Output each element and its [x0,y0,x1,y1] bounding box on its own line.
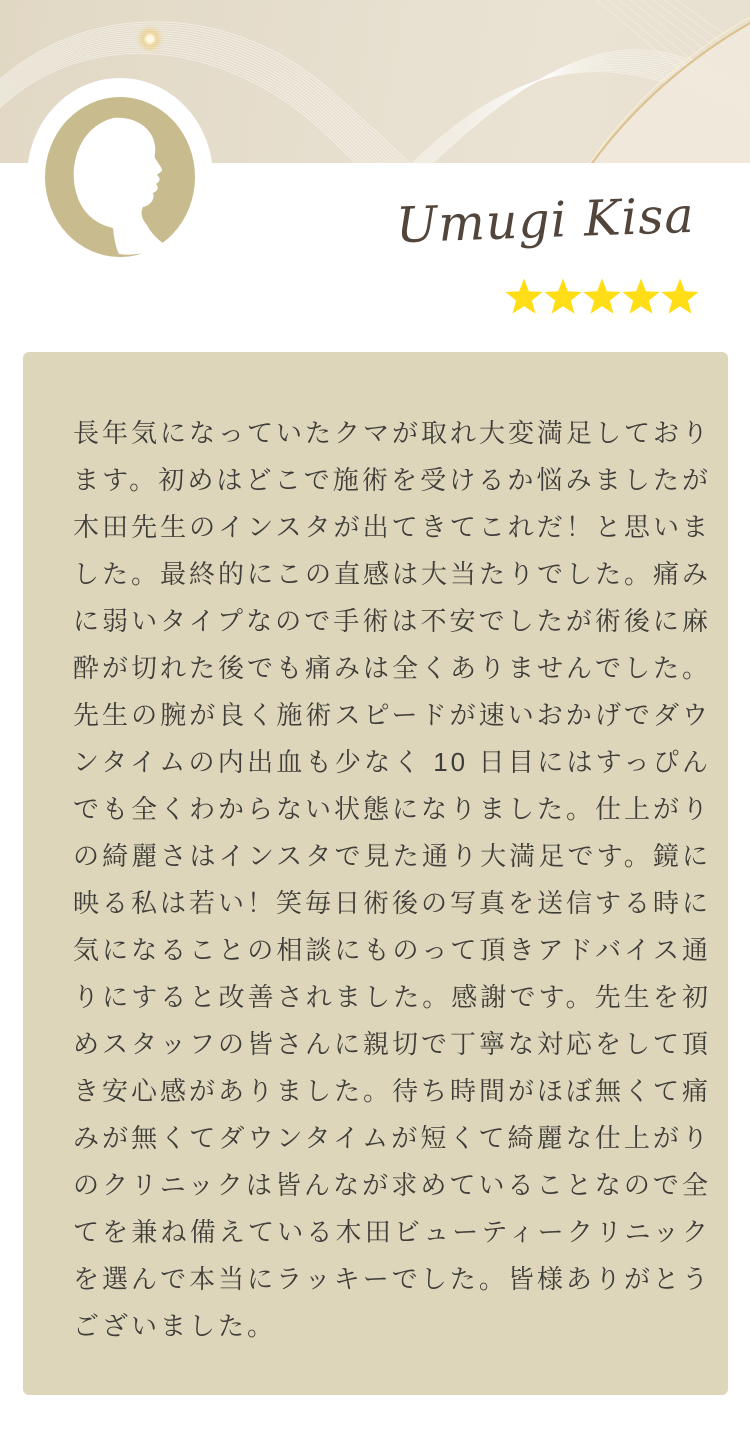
female-profile-silhouette-icon [25,76,215,278]
dune-highlight-shape [590,22,750,163]
rating-stars [504,277,700,317]
star-icon [505,279,542,314]
review-card [23,352,728,1395]
star-icon [661,279,698,314]
avatar [25,76,215,278]
review-text: 長年気になっていたクマが取れ大変満足しております。初めはどこで施術を受けるか悩みましたが木田先生のインスタが出てきてこれだ！と思いました。最終的にこの直感は大当たりでした。痛みに弱いタイプなので手術は不安でしたが術後に麻酔が切れた後でも痛みは全くありませんでした。先生の腕が良く施術スピードが速いおかげでダウンタイムの内出血も少なく 10 日目にはすっぴんでも全くわからない状態になりました。仕上がりの綺麗さはインスタで見た通り大満足です。鏡に映る私は若い！笑毎日術後の写真を送信する時に気になることの相談にものって頂きアドバイス通りにすると改善されました。感謝です。先生を初めスタッフの皆さんに親切で丁寧な対応をして頂き安心感がありました。待ち時間がほぼ無くて痛みが無くてダウンタイムが短くて綺麗な仕上がりのクリニックは皆んなが求めていることなので全てを兼ね備えている木田ビューティークリニックを選んで本当にラッキーでした。皆様ありがとうございました。 [73,418,712,1341]
star-icon [544,279,581,314]
star-icon [622,279,659,314]
star-icon [583,279,620,314]
sparkle-glint [136,25,164,53]
reviewer-name: Umugi Kisa [395,186,696,255]
